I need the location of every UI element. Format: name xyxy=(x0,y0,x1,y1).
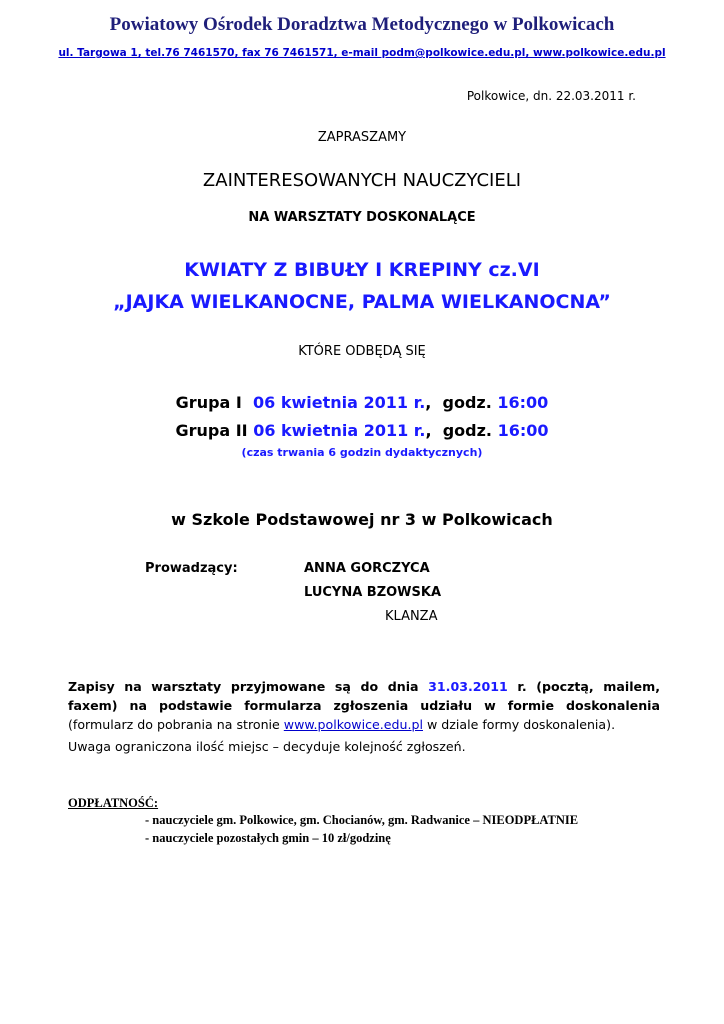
leaders-label: Prowadzący: xyxy=(145,561,238,576)
website-link[interactable]: www.polkowice.edu.pl xyxy=(283,717,423,732)
registration-text: Zapisy na warsztaty przyjmowane są do dnia xyxy=(68,679,429,694)
group-date: 06 kwietnia 2011 r. xyxy=(253,421,426,440)
group-time: 16:00 xyxy=(497,421,549,440)
group-time: 16:00 xyxy=(497,393,549,412)
workshop-title-line-2: „JAJKA WIELKANOCNE, PALMA WIELKANOCNA” xyxy=(113,291,611,313)
fees-heading: ODPŁATNOŚĆ: xyxy=(68,796,159,810)
registration-line-2: faxem) na podstawie formularza zgłoszenia udziału w formie doskonalenia xyxy=(68,698,660,713)
group-row xyxy=(0,393,724,412)
duration-note: (czas trwania 6 godzin dydaktycznych) xyxy=(241,446,483,459)
group-date: 06 kwietnia 2011 r. xyxy=(253,393,426,412)
registration-line-1 xyxy=(68,677,660,696)
leader-name: KLANZA xyxy=(385,609,438,624)
group-time-label: , godz. xyxy=(425,393,498,412)
audience-heading: ZAINTERESOWANYCH NAUCZYCIELI xyxy=(202,170,522,191)
registration-text: w dziale formy doskonalenia). xyxy=(423,717,616,732)
registration-deadline: 31.03.2011 xyxy=(428,679,508,694)
leader-name: ANNA GORCZYCA xyxy=(304,561,430,576)
fee-item: - nauczyciele pozostałych gmin – 10 zł/godzinę xyxy=(145,831,391,845)
group-name: Grupa II xyxy=(175,421,248,440)
fee-item: - nauczyciele gm. Polkowice, gm. Chocianów, gm. Radwanice – NIEODPŁATNIE xyxy=(145,813,579,827)
invite-heading: ZAPRASZAMY xyxy=(317,130,407,145)
header-contact-info[interactable]: ul. Targowa 1, tel.76 7461570, fax 76 7461571, e-mail podm@polkowice.edu.pl, www.polkowice.edu.pl xyxy=(58,47,666,59)
when-heading: KTÓRE ODBĘDĄ SIĘ xyxy=(298,344,426,359)
registration-line-3 xyxy=(68,715,660,734)
venue: w Szkole Podstawowej nr 3 w Polkowicach xyxy=(171,510,553,529)
group-time-label: , godz. xyxy=(425,421,498,440)
group-row xyxy=(0,421,724,440)
registration-text: (formularz do pobrania na stronie xyxy=(68,717,284,732)
group-name: Grupa I xyxy=(175,393,248,412)
date-line: Polkowice, dn. 22.03.2011 r. xyxy=(466,89,636,103)
registration-line-4: Uwaga ograniczona ilość miejsc – decyduje kolejność zgłoszeń. xyxy=(68,739,466,754)
leader-name: LUCYNA BZOWSKA xyxy=(304,585,442,600)
header-title: Powiatowy Ośrodek Doradztwa Metodycznego w Polkowicach xyxy=(109,14,615,35)
workshop-title-line-1: KWIATY Z BIBUŁY I KREPINY cz.VI xyxy=(184,259,540,281)
workshop-type: NA WARSZTATY DOSKONALĄCE xyxy=(248,210,476,225)
registration-text: r. (pocztą, mailem, xyxy=(507,679,661,694)
